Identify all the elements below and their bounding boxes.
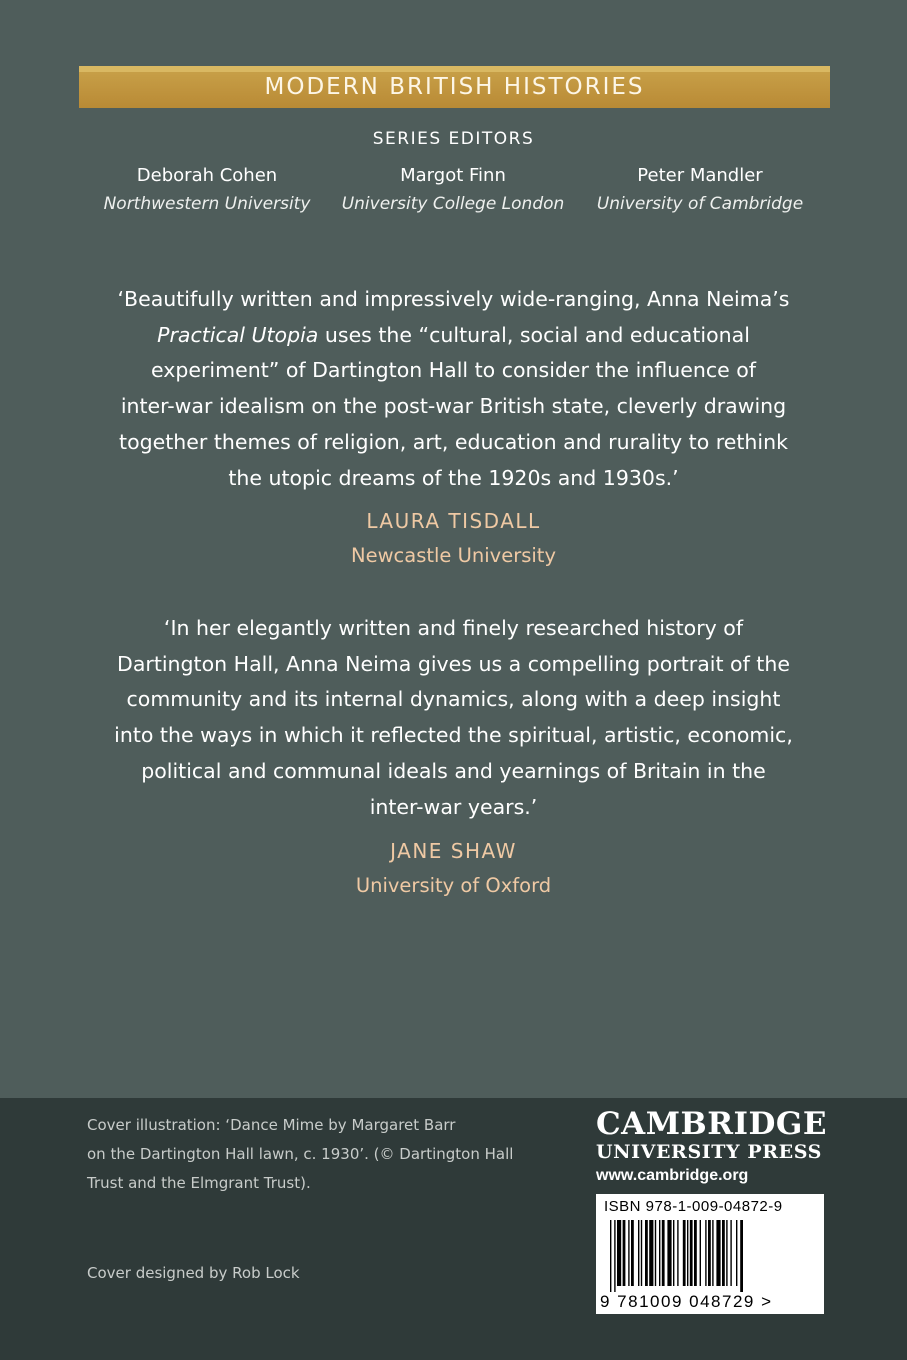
barcode-bar	[726, 1220, 727, 1286]
barcode-bar	[667, 1220, 671, 1286]
credit-line: Cover illustration: ‘Dance Mime by Margaret Barr	[87, 1116, 456, 1134]
quote-line: the utopic dreams of the 1920s and 1930s.’	[228, 465, 679, 490]
barcode	[596, 1194, 824, 1314]
endorsement-quote-2	[100, 611, 807, 825]
editor-institution: University College London	[341, 194, 565, 214]
publisher-press: UNIVERSITY PRESS	[596, 1141, 822, 1163]
barcode-bar	[649, 1220, 653, 1286]
publisher-url[interactable]: www.cambridge.org	[596, 1167, 749, 1184]
barcode-bar	[716, 1220, 720, 1286]
barcode-bar	[740, 1220, 743, 1292]
quote-line: into the ways in which it reflected the spiritual, artistic, economic,	[114, 723, 793, 748]
barcode-bar	[677, 1220, 678, 1286]
editor-name: Deborah Cohen	[136, 165, 278, 186]
editor-3	[570, 165, 830, 214]
quote-line: ‘In her elegantly written and finely researched history of	[163, 616, 744, 640]
editor-name: Peter Mandler	[637, 165, 763, 186]
isbn-label: ISBN 978-1-009-04872-9	[604, 1198, 783, 1215]
barcode-bar	[659, 1220, 660, 1286]
credit-line: on the Dartington Hall lawn, c. 1930’. (© Dartington Hall	[87, 1145, 514, 1163]
barcode-bar	[708, 1220, 711, 1286]
barcode-bar	[673, 1220, 674, 1286]
barcode-bar	[687, 1220, 688, 1286]
quote-line: Dartington Hall, Anna Neima gives us a compelling portrait of the	[117, 651, 790, 676]
editor-1	[77, 165, 337, 214]
endorser-institution-2: University of Oxford	[355, 874, 552, 897]
barcode-bar	[662, 1220, 665, 1286]
endorser-name-2: JANE SHAW	[390, 839, 517, 863]
publisher-name: CAMBRIDGE	[596, 1106, 827, 1142]
cover-designer-credit: Cover designed by Rob Lock	[87, 1264, 300, 1282]
editor-institution: Northwestern University	[103, 194, 311, 214]
editor-institution: University of Cambridge	[596, 194, 804, 214]
barcode-bar	[655, 1220, 656, 1286]
endorser-institution-1: Newcastle University	[351, 544, 556, 567]
barcode-bar	[683, 1220, 686, 1286]
editor-2	[323, 165, 583, 214]
book-title: Practical Utopia	[157, 322, 319, 347]
barcode-number: 9 781009 048729 >	[600, 1292, 773, 1311]
barcode-bar	[610, 1220, 611, 1292]
banner-highlight	[79, 66, 830, 72]
barcode-bar	[700, 1220, 701, 1286]
quote-line: together themes of religion, art, education and rurality to rethink	[119, 429, 788, 454]
editor-name: Margot Finn	[400, 165, 506, 186]
barcode-bar	[614, 1220, 615, 1292]
credit-line: Trust and the Elmgrant Trust).	[87, 1174, 311, 1192]
barcode-bar	[705, 1220, 706, 1286]
barcode-bar	[730, 1220, 731, 1286]
barcode-bar	[617, 1220, 621, 1286]
publisher-logo	[596, 1107, 826, 1185]
quote-line: experiment” of Dartington Hall to consider the influence of	[150, 358, 756, 383]
series-banner	[79, 66, 830, 108]
barcode-bar	[736, 1220, 737, 1286]
barcode-bar	[712, 1220, 713, 1286]
quote-line: political and communal ideals and yearnings of Britain in the	[141, 758, 766, 783]
barcode-bar	[623, 1220, 626, 1286]
quote-line: ‘Beautifully written and impressively wide-ranging, Anna Neima’s	[117, 287, 790, 311]
quote-line: inter-war idealism on the post-war British state, cleverly drawing	[120, 394, 787, 419]
barcode-bar	[694, 1220, 697, 1286]
barcode-bar	[690, 1220, 693, 1286]
cover-illustration-credit	[87, 1111, 513, 1198]
endorsement-quote-1	[100, 282, 807, 496]
barcode-bar	[631, 1220, 634, 1286]
endorser-name-1: LAURA TISDALL	[366, 509, 541, 533]
quote-line: inter-war years.’	[369, 794, 538, 819]
barcode-bar	[722, 1220, 725, 1286]
series-editors-label: SERIES EDITORS	[372, 129, 535, 149]
series-title: MODERN BRITISH HISTORIES	[264, 74, 645, 100]
barcode-bar	[645, 1220, 648, 1286]
barcode-bar	[628, 1220, 629, 1286]
quote-line: community and its internal dynamics, along with a deep insight	[126, 687, 781, 712]
barcode-bar	[641, 1220, 642, 1286]
quote-line-text: uses the “cultural, social and educational	[324, 322, 750, 347]
barcode-bar	[638, 1220, 639, 1286]
quote-line	[100, 318, 807, 354]
